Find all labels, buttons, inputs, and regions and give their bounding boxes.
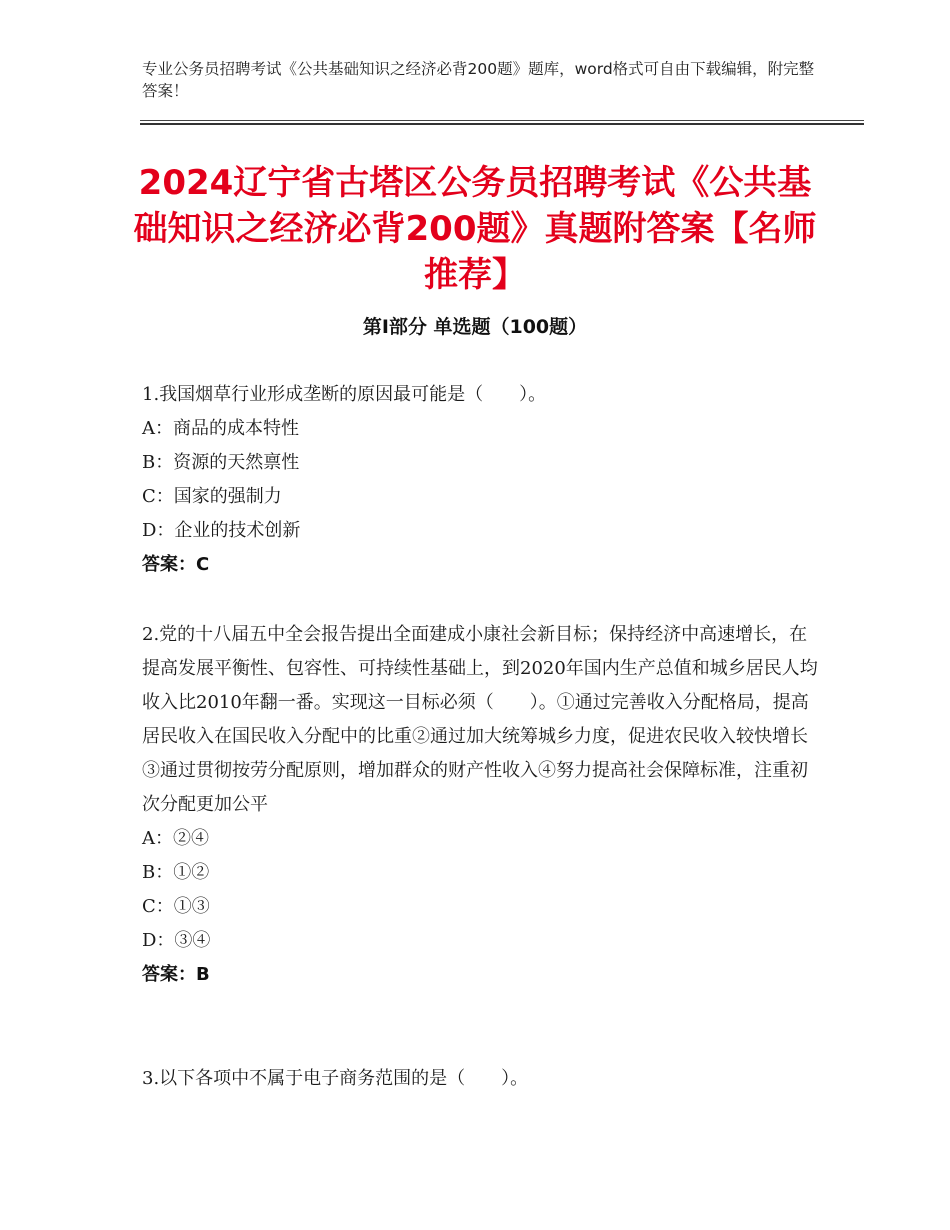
option-b: B：资源的天然禀性	[142, 452, 300, 473]
document-title: 2024辽宁省古塔区公务员招聘考试《公共基础知识之经济必背200题》真题附答案【名师推荐】	[133, 163, 817, 295]
answer: 答案：C	[142, 554, 210, 575]
option-b: B：①②	[142, 862, 210, 883]
header-divider-thin	[140, 120, 864, 121]
option-c: C：①③	[142, 896, 210, 917]
question-stem: 2.党的十八届五中全会报告提出全面建成小康社会新目标；保持经济中高速增长，在提高发展平衡性、包容性、可持续性基础上，到2020年国内生产总值和城乡居民人均收入比2010年翻一番。实现这一目标必须（ ）。①通过完善收入分配格局，提高居民收入在国民收入分配中的比重②通过加大统筹城乡力度，促进农民收入较快增长③通过贯彻按劳分配原则，增加群众的财产性收入④努力提高社会保障标准，注重初次分配更加公平	[142, 624, 818, 815]
header-divider-thick	[140, 123, 864, 125]
question-stem: 3.以下各项中不属于电子商务范围的是（ ）。	[142, 1068, 529, 1089]
section-title: 第Ⅰ部分 单选题（100题）	[362, 316, 588, 338]
question-1	[142, 378, 822, 582]
option-d: D：③④	[142, 930, 211, 951]
option-a: A：②④	[142, 828, 209, 849]
answer: 答案：B	[142, 964, 210, 985]
question-stem: 1.我国烟草行业形成垄断的原因最可能是（ ）。	[142, 384, 547, 405]
header-note: 专业公务员招聘考试《公共基础知识之经济必背200题》题库，word格式可自由下载编辑，附完整答案！	[142, 60, 815, 100]
option-c: C：国家的强制力	[142, 486, 282, 507]
question-3	[142, 1062, 822, 1096]
question-2	[142, 618, 822, 992]
option-d: D：企业的技术创新	[142, 520, 301, 541]
option-a: A：商品的成本特性	[142, 418, 299, 439]
